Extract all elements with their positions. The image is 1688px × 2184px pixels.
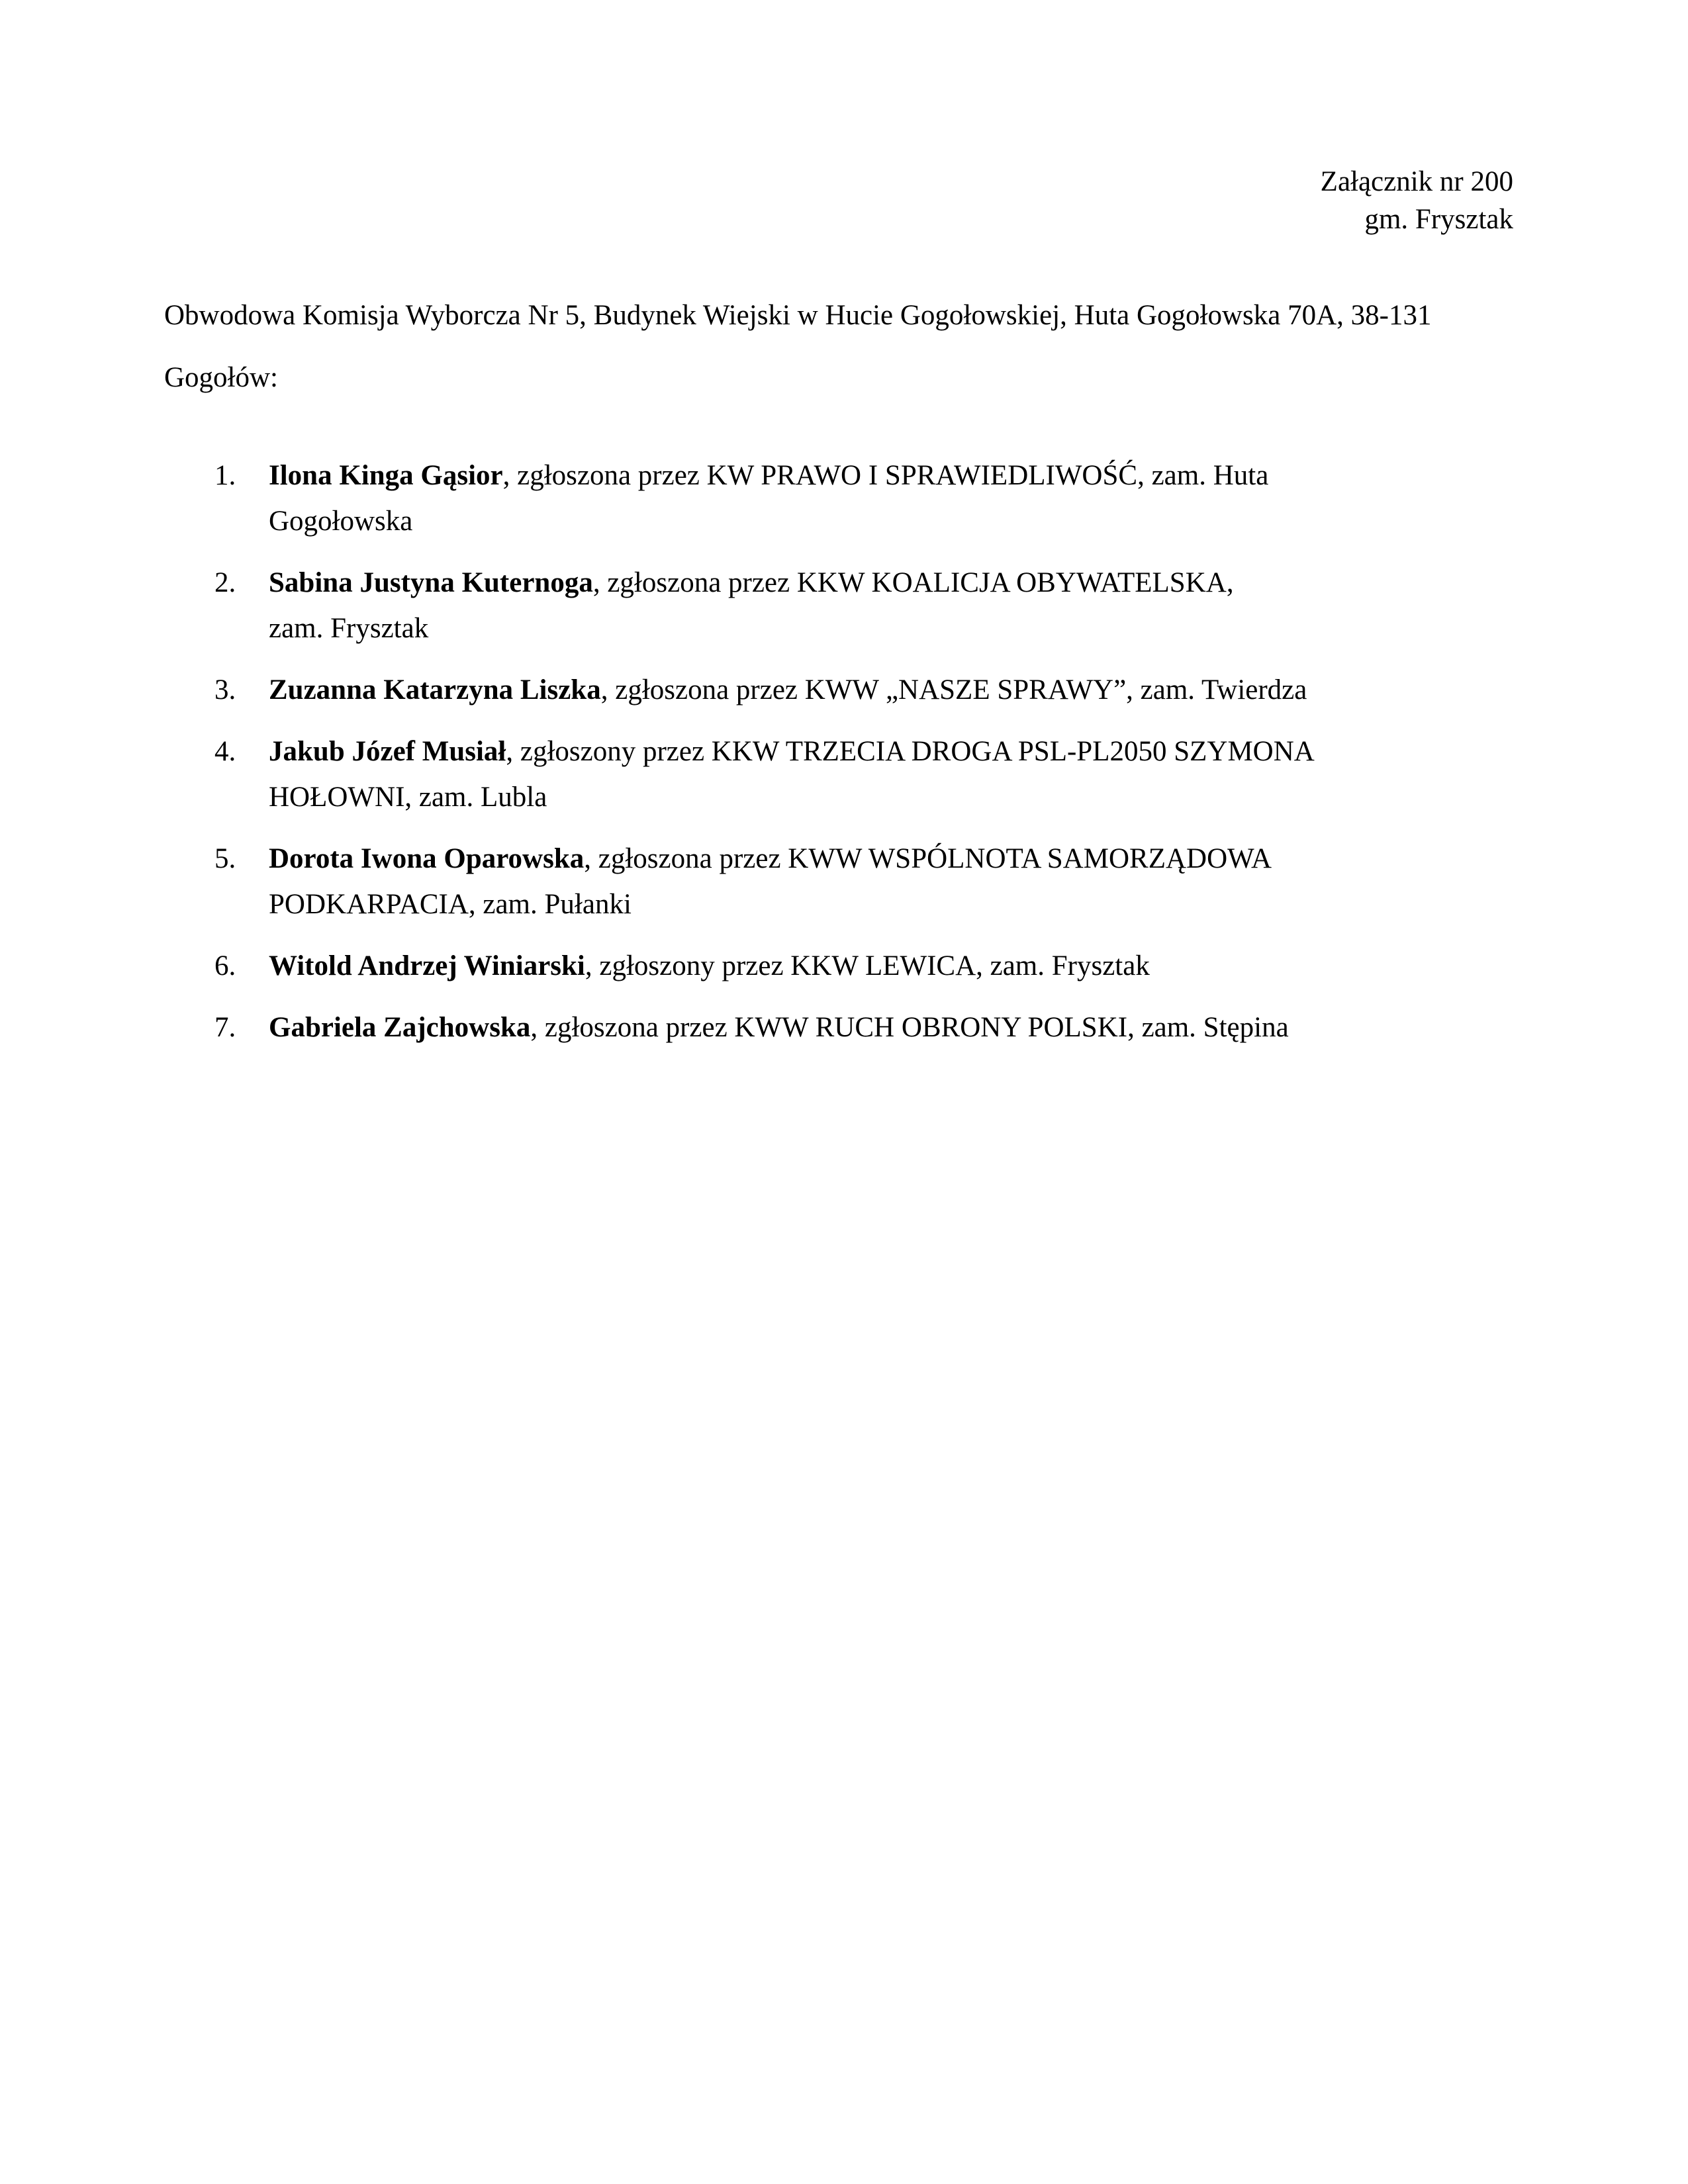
document-header	[1321, 163, 1513, 238]
member-details: , zgłoszony przez KKW LEWICA, zam. Frysztak	[585, 950, 1150, 981]
list-item	[164, 560, 1422, 651]
list-item-number: 2.	[214, 567, 236, 598]
member-line-2: PODKARPACIA, zam. Pułanki	[269, 889, 632, 920]
member-details: , zgłoszona przez KKW KOALICJA OBYWATELSKA,	[592, 567, 1234, 598]
member-line-1	[269, 836, 1422, 882]
member-details: , zgłoszona przez KWW „NASZE SPRAWY”, zam. Twierdza	[600, 674, 1307, 705]
member-line-1	[269, 729, 1422, 774]
attachment-number: Załącznik nr 200	[1320, 166, 1513, 197]
member-line-1	[269, 1005, 1422, 1050]
list-item	[164, 943, 1422, 989]
list-item-number: 7.	[214, 1012, 236, 1043]
list-item-number: 6.	[214, 950, 236, 981]
member-line-2: zam. Frysztak	[269, 613, 429, 644]
member-details: , zgłoszona przez KWW WSPÓLNOTA SAMORZĄDOWA	[584, 843, 1272, 874]
member-name: Jakub Józef Musiał	[269, 736, 506, 767]
list-item	[164, 453, 1422, 544]
list-item	[164, 836, 1422, 927]
member-details: , zgłoszona przez KWW RUCH OBRONY POLSKI, zam. Stępina	[530, 1012, 1289, 1043]
list-item-number: 1.	[214, 460, 236, 491]
list-item	[164, 1005, 1422, 1050]
member-name: Witold Andrzej Winiarski	[269, 950, 585, 981]
member-line-1	[269, 667, 1422, 713]
list-item-number: 3.	[214, 674, 236, 705]
member-name: Zuzanna Katarzyna Liszka	[269, 674, 601, 705]
member-details: , zgłoszona przez KW PRAWO I SPRAWIEDLIWOŚĆ, zam. Huta	[502, 460, 1269, 491]
list-item	[164, 667, 1422, 713]
member-line-1	[269, 453, 1422, 498]
commission-description: Obwodowa Komisja Wyborcza Nr 5, Budynek Wiejski w Hucie Gogołowskiej, Huta Gogołowska 70A, 38-131 Gogołów:	[164, 300, 1432, 393]
member-name: Sabina Justyna Kuternoga	[269, 567, 593, 598]
list-item	[164, 729, 1422, 820]
municipality-name: gm. Frysztak	[1364, 204, 1513, 235]
commission-member-list	[164, 453, 1422, 1066]
list-item-number: 5.	[214, 843, 236, 874]
member-details: , zgłoszony przez KKW TRZECIA DROGA PSL-PL2050 SZYMONA	[506, 736, 1315, 767]
member-name: Ilona Kinga Gąsior	[269, 460, 503, 491]
member-line-2: HOŁOWNI, zam. Lubla	[269, 782, 547, 813]
member-name: Gabriela Zajchowska	[269, 1012, 531, 1043]
member-line-1	[269, 943, 1422, 989]
member-line-2: Gogołowska	[269, 506, 413, 537]
member-line-1	[269, 560, 1422, 606]
list-item-number: 4.	[214, 736, 236, 767]
member-name: Dorota Iwona Oparowska	[269, 843, 585, 874]
